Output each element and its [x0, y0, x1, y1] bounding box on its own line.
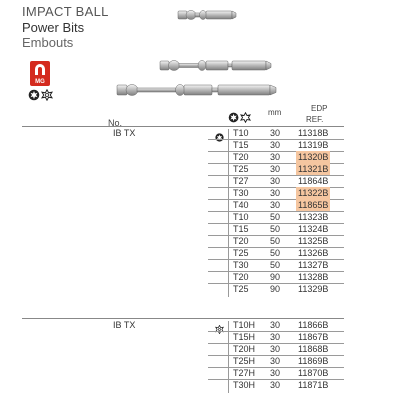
bit-length: 50: [270, 260, 281, 270]
group-name: IB TX: [113, 128, 136, 138]
edp-reference: 11866B: [298, 320, 329, 330]
bit-length: 30: [270, 344, 281, 354]
bit-size: T25: [233, 284, 249, 294]
edp-reference: 11864B: [298, 176, 329, 186]
bit-length: 30: [270, 140, 281, 150]
torx-hollow-icon: [215, 321, 224, 339]
bit-size: T30: [233, 260, 249, 270]
header-mm: mm: [268, 108, 282, 117]
bit-length: 30: [270, 380, 281, 390]
badge-label: MG: [35, 79, 45, 85]
bit-size: T25: [233, 164, 249, 174]
bit-medium: [160, 61, 271, 71]
bit-length: 30: [270, 164, 281, 174]
bit-length: 30: [270, 356, 281, 366]
torx-icon: [229, 113, 239, 123]
bit-length: 50: [270, 212, 281, 222]
edp-reference: 11322B: [298, 188, 329, 198]
bit-length: 50: [270, 224, 281, 234]
bit-short: [178, 11, 236, 20]
bit-length: 30: [270, 332, 281, 342]
bit-size: T25H: [233, 356, 256, 366]
edp-reference: 11320B: [298, 152, 329, 162]
edp-reference: 11321B: [298, 164, 329, 174]
bit-size: T15: [233, 224, 249, 234]
bit-size: T10: [233, 212, 249, 222]
bit-length: 30: [270, 176, 281, 186]
bit-length: 30: [270, 152, 281, 162]
edp-reference: 11327B: [298, 260, 329, 270]
bit-size: T20: [233, 272, 249, 282]
bit-length: 30: [270, 320, 281, 330]
bit-size: T15: [233, 140, 249, 150]
bit-size: T25: [233, 248, 249, 258]
edp-reference: 11869B: [298, 356, 329, 366]
bit-length: 50: [270, 248, 281, 258]
torx-icon: [29, 90, 40, 101]
edp-reference: 11329B: [298, 284, 329, 294]
group-name: IB TX: [113, 320, 136, 330]
bit-size: T15H: [233, 332, 256, 342]
bit-long: [117, 85, 276, 96]
bit-length: 90: [270, 284, 281, 294]
header-no: No.: [108, 118, 123, 128]
product-name-french: Embouts: [22, 35, 74, 50]
bit-length: 90: [270, 272, 281, 282]
product-name: Power Bits: [22, 20, 85, 35]
edp-reference: 11318B: [298, 128, 329, 138]
magnetic-badge: [30, 61, 50, 86]
bit-length: 30: [270, 128, 281, 138]
bit-size: T10H: [233, 320, 256, 330]
bit-size: T20: [233, 236, 249, 246]
edp-reference: 11867B: [298, 332, 329, 342]
torx-hollow-icon: [42, 90, 52, 100]
bit-length: 30: [270, 368, 281, 378]
edp-reference: 11319B: [298, 140, 329, 150]
torx-hollow-icon: [241, 113, 250, 123]
header-drive-symbols: [228, 112, 252, 125]
bit-size: T20: [233, 152, 249, 162]
edp-reference: 11865B: [298, 200, 329, 210]
header-ref: REF.: [306, 115, 324, 124]
torx-icon: [215, 129, 224, 147]
bit-size: T27: [233, 176, 249, 186]
drive-type-symbols: [28, 88, 54, 106]
edp-reference: 11323B: [298, 212, 329, 222]
edp-reference: 11868B: [298, 344, 329, 354]
bit-size: T27H: [233, 368, 256, 378]
bit-length: 50: [270, 236, 281, 246]
bit-size: T20H: [233, 344, 256, 354]
edp-reference: 11328B: [298, 272, 329, 282]
edp-reference: 11325B: [298, 236, 329, 246]
bit-size: T40: [233, 200, 249, 210]
edp-reference: 11326B: [298, 248, 329, 258]
bit-size: T30: [233, 188, 249, 198]
bit-size: T10: [233, 128, 249, 138]
product-line-title: IMPACT BALL: [22, 4, 109, 19]
edp-reference: 11870B: [298, 368, 329, 378]
power-bits-illustration: [95, 4, 395, 104]
bit-size: T30H: [233, 380, 256, 390]
edp-reference: 11871B: [298, 380, 329, 390]
bit-length: 30: [270, 200, 281, 210]
magnet-icon: [33, 63, 47, 76]
header-edp: EDP: [311, 104, 328, 113]
bit-length: 30: [270, 188, 281, 198]
edp-reference: 11324B: [298, 224, 329, 234]
